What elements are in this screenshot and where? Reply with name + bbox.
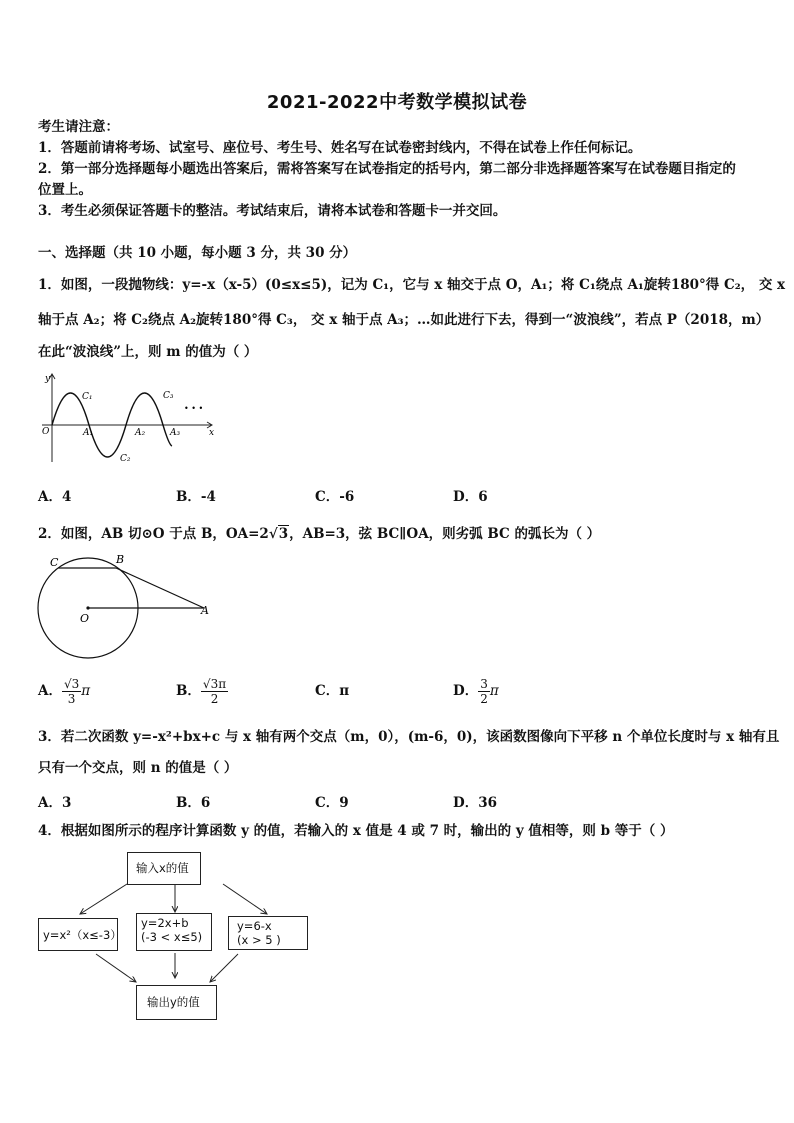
q2-choice-d-fraction [478, 677, 490, 706]
q1-choice-a: A．4 [38, 489, 72, 505]
q1-choice-b: B．-4 [176, 489, 216, 505]
c3-label: C₃ [163, 391, 174, 401]
flow-input-box: 输入x的值 [127, 852, 201, 885]
q2-choice-d-pi: π [489, 683, 499, 699]
a1-label: A₁ [83, 428, 94, 438]
q2-choice-b-fraction [201, 677, 228, 706]
point-b-label: B [116, 553, 125, 566]
q2-choice-a-label: A． [38, 683, 62, 699]
q2-choice-d-label: D． [453, 683, 479, 699]
q2-choice-d-num: 3 [480, 677, 488, 691]
flow-mid-box [136, 913, 212, 951]
q1-choice-d: D．6 [453, 489, 488, 505]
flow-mid-line-2: (-3 < x≤5) [141, 930, 203, 944]
x-label: x [209, 428, 215, 438]
a3-label: A₃ [170, 428, 181, 438]
point-o-label: O [80, 612, 90, 625]
page-title: 2021-2022中考数学模拟试卷 [266, 92, 528, 113]
arrow-input-left [80, 884, 127, 914]
q3-line-2: 只有一个交点，则 n 的值是（ ） [38, 760, 238, 776]
arrow-right-output [210, 954, 238, 982]
q2-choice-a-den: 3 [67, 692, 76, 706]
continuation-dots: • • • [184, 404, 204, 413]
point-c-label: C [50, 556, 59, 569]
a2-label: A₂ [135, 428, 146, 438]
q2-sqrt-sign: √ [268, 526, 278, 542]
flow-right-line-2: (x > 5 ) [237, 933, 281, 947]
q3-line-1: 3．若二次函数 y=-x²+bx+c 与 x 轴有两个交点（m，0），(m-6，0)，该函数图像向下平移 n 个单位长度时与 x 轴有且 [38, 729, 780, 745]
notice-item-2-cont: 位置上。 [38, 182, 92, 198]
flow-right-box [228, 916, 308, 950]
notice-heading: 考生请注意： [38, 119, 119, 135]
q2-choice-a-num: √3 [63, 677, 80, 691]
q2-choice-a [38, 676, 90, 706]
q2-circle-figure [34, 550, 224, 670]
flow-mid-line-1: y=2x+b [141, 916, 189, 930]
q3-choice-d: D．36 [453, 795, 497, 811]
section-heading: 一、选择题（共 10 小题，每小题 3 分，共 30 分） [38, 245, 357, 261]
q2-text-post: ，AB=3，弦 BC∥OA，则劣弧 BC 的弧长为（ ） [289, 526, 601, 542]
flow-left-box: y=x²（x≤-3） [38, 918, 118, 951]
q2-radicand: 3 [278, 526, 289, 542]
flow-right-line-1: y=6-x [237, 919, 272, 933]
q1-choice-c: C．-6 [315, 489, 355, 505]
q2-choice-d [453, 676, 499, 706]
origin-label: O [42, 427, 50, 437]
q2-choice-b-num: √3π [202, 677, 227, 691]
center-point [86, 606, 89, 609]
flow-output-box: 输出y的值 [136, 985, 217, 1020]
q1-line-1: 1．如图，一段抛物线：y=-x（x-5）(0≤x≤5)，记为 C₁，它与 x 轴交于点 O，A₁；将 C₁绕点 A₁旋转180°得 C₂， 交 x [38, 277, 786, 293]
q3-choice-b: B．6 [176, 795, 211, 811]
q1-wave-figure [36, 368, 226, 468]
y-label: y [45, 374, 51, 384]
q2-choice-b [176, 676, 228, 706]
q2-choice-b-den: 2 [210, 692, 219, 706]
q2-choice-c: C．π [315, 683, 350, 699]
notice-item-3: 3．考生必须保证答题卡的整洁。考试结束后，请将本试卷和答题卡一并交回。 [38, 203, 507, 219]
q3-choice-c: C．9 [315, 795, 349, 811]
q2-text-pre: 2．如图，AB 切⊙O 于点 B，OA=2 [38, 526, 269, 542]
c1-label: C₁ [82, 392, 93, 402]
q4-text: 4．根据如图所示的程序计算函数 y 的值，若输入的 x 值是 4 或 7 时，输出的 y 值相等，则 b 等于（ ） [38, 823, 674, 839]
q2-choice-d-den: 2 [480, 692, 488, 706]
q1-line-2: 轴于点 A₂；将 C₂绕点 A₂旋转180°得 C₃， 交 x 轴于点 A₃；…如此进行下去，得到一“波浪线”，若点 P（2018，m） [38, 312, 770, 328]
notice-item-1: 1．答题前请将考场、试室号、座位号、考生号、姓名写在试卷密封线内，不得在试卷上作任何标记。 [38, 140, 642, 156]
point-a-label: A [201, 604, 209, 617]
q3-choice-a: A．3 [38, 795, 72, 811]
q2-choice-a-pi: π [81, 683, 91, 699]
q2-text [38, 525, 600, 543]
tangent-ab [116, 568, 204, 608]
q2-choice-a-fraction [62, 677, 81, 706]
arrow-input-right [223, 884, 267, 914]
c2-label: C₂ [120, 454, 131, 464]
arrow-left-output [96, 954, 136, 982]
q2-choice-b-label: B． [176, 683, 201, 699]
q1-line-3: 在此“波浪线”上，则 m 的值为（ ） [38, 344, 258, 360]
notice-item-2: 2．第一部分选择题每小题选出答案后，需将答案写在试卷指定的括号内，第二部分非选择题答案写在试卷题目指定的 [38, 161, 736, 177]
